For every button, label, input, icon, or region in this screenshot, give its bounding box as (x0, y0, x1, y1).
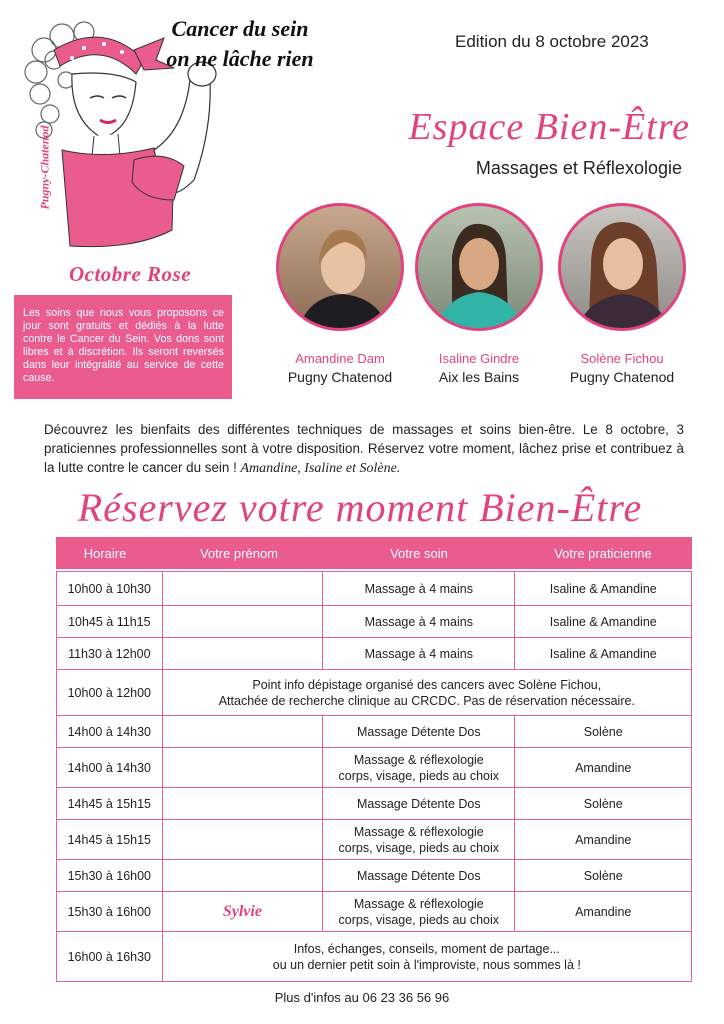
time-cell: 14h45 à 15h15 (57, 820, 163, 860)
time-cell: 10h45 à 11h15 (57, 606, 163, 638)
time-cell: 15h30 à 16h00 (57, 892, 163, 932)
care-cell: Massage Détente Dos (323, 860, 515, 892)
header-soin: Votre soin (390, 545, 448, 561)
merged-cell (162, 670, 691, 716)
time-cell: 14h45 à 15h15 (57, 788, 163, 820)
time-cell: 10h00 à 12h00 (57, 670, 163, 716)
portrait-solene (558, 203, 686, 331)
header-praticienne: Votre praticienne (554, 545, 652, 561)
portrait-isaline (415, 203, 543, 331)
time-cell: 15h30 à 16h00 (57, 860, 163, 892)
practitioner-cell: Solène (515, 716, 692, 748)
time-cell: 11h30 à 12h00 (57, 638, 163, 670)
practitioner-cell: Amandine (515, 748, 692, 788)
practitioner-name: Isaline Gindre (438, 351, 520, 366)
merged-cell (162, 932, 691, 982)
merged-text: Infos, échanges, conseils, moment de partage... ou un dernier petit soin à l'improviste, nous sommes là ! (272, 941, 581, 972)
practitioner-cell: Solène (515, 788, 692, 820)
name-cell[interactable] (162, 572, 323, 606)
schedule-header (56, 537, 692, 569)
care-cell: Massage à 4 mains (323, 606, 515, 638)
intro-signature: Amandine, Isaline et Solène. (240, 461, 401, 476)
intro-text: Découvrez les bienfaits des différentes techniques de massages et soins bien-être. Le 8 octobre, 3 praticiennes professionnelles sont à votre disposition. Réservez votre moment, lâchez prise et contribuez à la lutte contre le cancer du sein ! (44, 422, 684, 475)
practitioner-cell: Isaline & Amandine (515, 638, 692, 670)
space-subtitle: Massages et Réflexologie (475, 158, 682, 178)
care-cell: Massage Détente Dos (323, 788, 515, 820)
table-row (57, 716, 692, 748)
space-title: Espace Bien-Être (408, 106, 690, 148)
practitioner-cell: Solène (515, 860, 692, 892)
practitioner-city: Pugny Chatenod (287, 369, 393, 385)
care-cell: Massage & réflexologie corps, visage, pieds au choix (323, 748, 515, 788)
practitioner-cell: Amandine (515, 892, 692, 932)
care-cell: Massage à 4 mains (323, 572, 515, 606)
name-cell[interactable] (162, 716, 323, 748)
table-row (57, 572, 692, 606)
name-cell[interactable] (162, 860, 323, 892)
name-cell[interactable] (162, 606, 323, 638)
table-row (57, 748, 692, 788)
intro-paragraph (44, 420, 684, 478)
time-cell: 10h00 à 10h30 (57, 572, 163, 606)
name-cell[interactable] (162, 820, 323, 860)
header-prenom: Votre prénom (199, 545, 279, 561)
campaign-title-line2: on ne lâche rien (166, 46, 314, 71)
table-row (57, 932, 692, 982)
reserve-title: Réservez votre moment Bien-Être (77, 485, 643, 530)
footer-contact: Plus d'infos au 06 23 36 56 96 (274, 990, 450, 1005)
merged-text: Point info dépistage organisé des cancers avec Solène Fichou, Attachée de recherche clinique au CRCDC. Pas de réservation nécessaire. (218, 677, 635, 708)
name-cell[interactable] (162, 638, 323, 670)
table-row (57, 820, 692, 860)
care-cell: Massage & réflexologie corps, visage, pieds au choix (323, 820, 515, 860)
name-cell[interactable]: Sylvie (162, 892, 323, 932)
time-cell: 14h00 à 14h30 (57, 748, 163, 788)
name-cell[interactable] (162, 748, 323, 788)
table-row (57, 788, 692, 820)
location-vertical-label: Pugny-Chatenod (37, 125, 52, 210)
practitioner-name: Amandine Dam (295, 351, 385, 366)
campaign-title-line1: Cancer du sein (171, 16, 309, 41)
table-row (57, 606, 692, 638)
table-row (57, 670, 692, 716)
practitioner-city: Pugny Chatenod (569, 369, 675, 385)
name-cell[interactable] (162, 788, 323, 820)
time-cell: 16h00 à 16h30 (57, 932, 163, 982)
edition-date: Edition du 8 octobre 2023 (455, 32, 649, 51)
care-cell: Massage Détente Dos (323, 716, 515, 748)
campaign-title (120, 14, 360, 74)
table-row (57, 638, 692, 670)
info-box: Les soins que nous vous proposons ce jour sont gratuits et dédiés à la lutte contre le Cancer du Sein. Vos dons sont libres et à discrétion. Ils seront reversés dans leur intégralité au service de cette cause. (14, 295, 232, 399)
practitioner-cell: Isaline & Amandine (515, 572, 692, 606)
practitioner-name: Solène Fichou (580, 351, 664, 366)
table-row (57, 860, 692, 892)
portrait-amandine (276, 203, 404, 331)
practitioner-cell: Isaline & Amandine (515, 606, 692, 638)
practitioner-cell: Amandine (515, 820, 692, 860)
time-cell: 14h00 à 14h30 (57, 716, 163, 748)
header-horaire: Horaire (83, 545, 127, 561)
care-cell: Massage & réflexologie corps, visage, pieds au choix (323, 892, 515, 932)
campaign-name: Octobre Rose (68, 262, 192, 286)
practitioner-city: Aix les Bains (438, 369, 520, 385)
schedule-table (56, 571, 692, 982)
table-row (57, 892, 692, 932)
care-cell: Massage à 4 mains (323, 638, 515, 670)
